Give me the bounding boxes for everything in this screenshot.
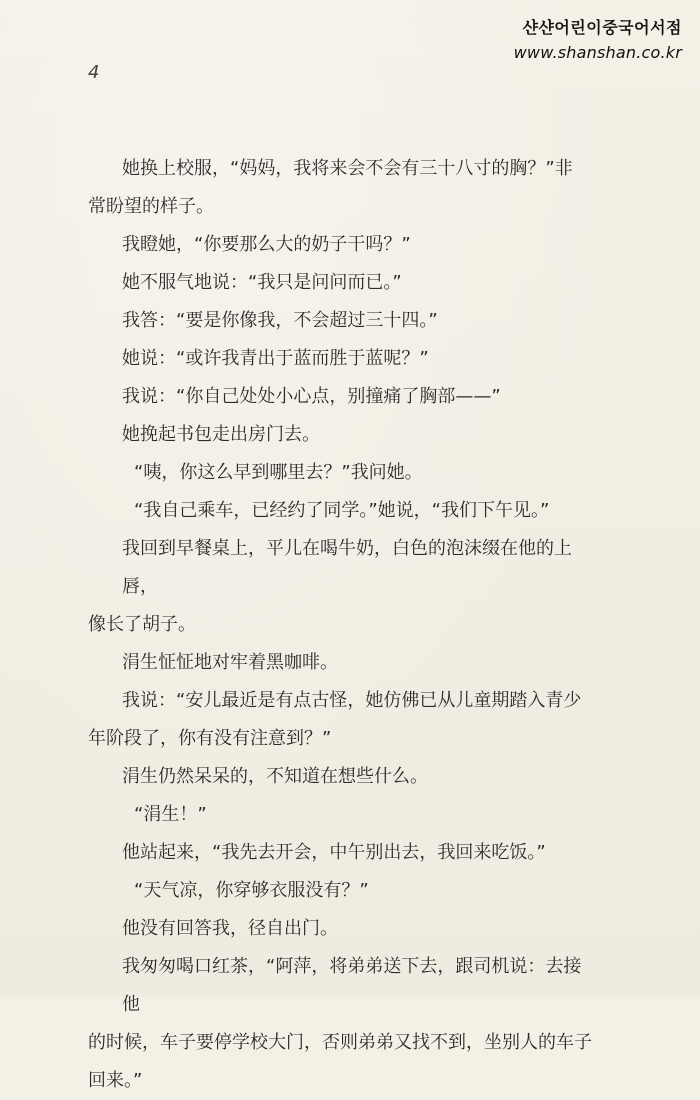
paragraph	[122, 340, 592, 378]
paragraph	[122, 416, 592, 454]
paragraph	[122, 226, 592, 264]
paragraph-line: 我匆匆喝口红茶，“阿萍，将弟弟送下去，跟司机说：去接他	[122, 956, 582, 1015]
paragraph	[122, 872, 592, 910]
paragraph	[122, 302, 592, 340]
paragraph-line: 涓生怔怔地对牢着黑咖啡。	[122, 652, 338, 673]
watermark-store-name: 샨샨어린이중국어서점	[522, 18, 682, 37]
paragraph-line: “咦，你这么早到哪里去？”我问她。	[134, 462, 423, 483]
paragraph	[122, 454, 592, 492]
paragraph-line: 我说：“安儿最近是有点古怪，她仿佛已从儿童期踏入青少	[122, 690, 582, 711]
paragraph-continuation: 像长了胡子。	[88, 614, 196, 635]
paragraph-line: “天气凉，你穿够衣服没有？”	[134, 880, 369, 901]
paragraph-line: 他站起来，“我先去开会，中午别出去，我回来吃饭。”	[122, 842, 546, 863]
paragraph-line: 她挽起书包走出房门去。	[122, 424, 320, 445]
paragraph-line: “涓生！”	[134, 804, 207, 825]
paragraph	[88, 150, 592, 226]
paragraph-line: 我瞪她，“你要那么大的奶子干吗？”	[122, 234, 411, 255]
body-text	[88, 150, 592, 1100]
paragraph-line: 我说：“你自己处处小心点，别撞痛了胸部——”	[122, 386, 501, 407]
paragraph-continuation: 常盼望的样子。	[88, 196, 214, 217]
paragraph	[88, 682, 592, 758]
paragraph	[88, 948, 592, 1100]
paragraph-line: 她不服气地说：“我只是问问而已。”	[122, 272, 402, 293]
paragraph	[122, 264, 592, 302]
page-number: 4	[88, 62, 100, 83]
paragraph	[122, 834, 592, 872]
watermark	[422, 18, 682, 64]
watermark-url: www.shanshan.co.kr	[513, 43, 682, 62]
paragraph-continuation: 年阶段了，你有没有注意到？”	[88, 728, 332, 749]
paragraph-line: 他没有回答我，径自出门。	[122, 918, 338, 939]
paragraph-line: “我自己乘车，已经约了同学。”她说，“我们下午见。”	[134, 500, 550, 521]
paragraph	[122, 910, 592, 948]
paragraph	[88, 530, 592, 644]
paragraph-line: 我答：“要是你像我，不会超过三十四。”	[122, 310, 438, 331]
paragraph-continuation: 的时候，车子要停学校大门，否则弟弟又找不到，坐别人的车子回来。”	[88, 1032, 592, 1091]
paragraph	[122, 644, 592, 682]
paragraph	[122, 796, 592, 834]
paragraph	[122, 758, 592, 796]
paragraph-line: 涓生仍然呆呆的，不知道在想些什么。	[122, 766, 428, 787]
paragraph-line: 我回到早餐桌上，平儿在喝牛奶，白色的泡沫缀在他的上唇，	[122, 538, 572, 597]
paragraph-line: 她换上校服，“妈妈，我将来会不会有三十八寸的胸？”非	[122, 158, 573, 179]
paragraph-line: 她说：“或许我青出于蓝而胜于蓝呢？”	[122, 348, 429, 369]
paragraph	[122, 378, 592, 416]
paragraph	[122, 492, 592, 530]
